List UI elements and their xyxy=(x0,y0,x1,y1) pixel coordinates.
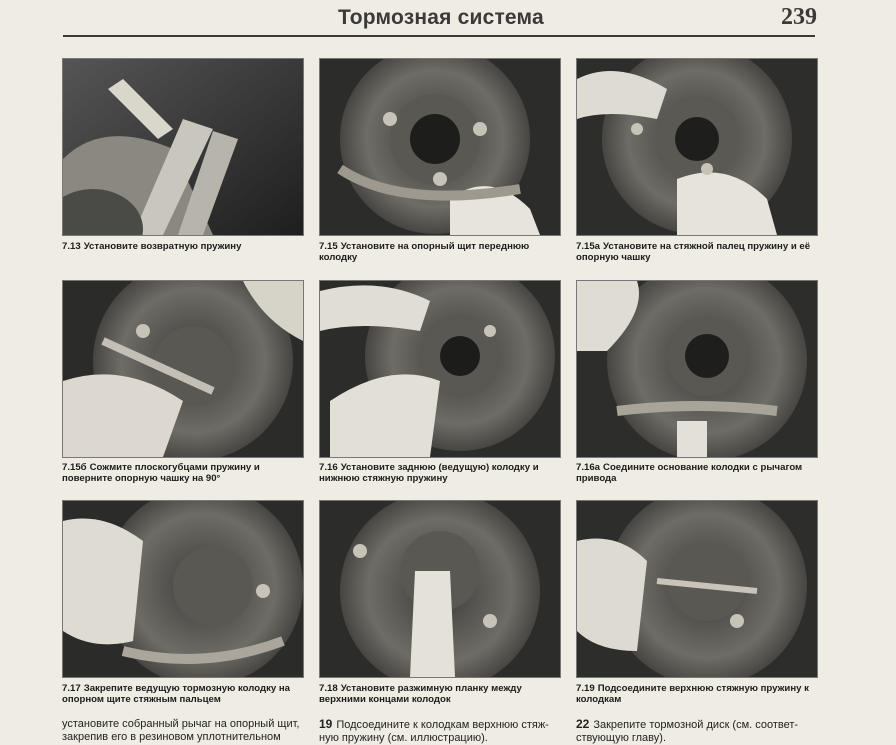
caption-text: Установите возвратную пружину xyxy=(83,241,242,252)
caption-number: 7.16a xyxy=(576,462,601,473)
body-line: ствующую главу). xyxy=(576,732,666,744)
photo-7-15a xyxy=(576,58,818,236)
photo-7-13 xyxy=(62,58,304,236)
body-text-col3 xyxy=(576,718,818,745)
caption-7-15 xyxy=(319,242,561,263)
body-line: закрепив его в резиновом уплотнительном xyxy=(62,731,281,743)
step-number: 19 xyxy=(319,718,333,731)
caption-number: 7.15б xyxy=(62,462,87,473)
caption-text: Установите заднюю (ведущую) колодку и нижнюю стяжную пружину xyxy=(319,462,539,484)
body-text-col1 xyxy=(62,718,304,744)
photo-7-16 xyxy=(319,280,561,458)
caption-number: 7.16 xyxy=(319,462,338,473)
photo-7-15b xyxy=(62,280,304,458)
caption-7-15a xyxy=(576,242,818,263)
caption-text: Подсоедините верхнюю стяжную пружину к колодкам xyxy=(576,683,809,705)
photo-7-15 xyxy=(319,58,561,236)
photo-7-18 xyxy=(319,500,561,678)
caption-text: Закрепите ведущую тормозную колодку на опорном щите стяжным пальцем xyxy=(62,683,291,705)
step-number: 22 xyxy=(576,718,590,731)
caption-number: 7.15 xyxy=(319,241,338,252)
caption-7-16a xyxy=(576,463,818,484)
body-line: 22 Закрепите тормозной диск (см. соответ- xyxy=(576,718,799,731)
caption-text: Сожмите плоскогубцами пружину и поверните опорную чашку на 90° xyxy=(62,462,260,484)
caption-text: Установите на опорный щит переднюю колодку xyxy=(319,241,530,263)
caption-7-15b xyxy=(62,463,304,484)
photo-7-19 xyxy=(576,500,818,678)
caption-number: 7.17 xyxy=(62,683,81,694)
photo-7-16a xyxy=(576,280,818,458)
photo-7-17 xyxy=(62,500,304,678)
caption-7-13 xyxy=(62,242,304,253)
page-title: Тормозная система xyxy=(338,6,544,29)
page-number: 239 xyxy=(781,4,817,30)
caption-text: Установите разжимную планку между верхними концами колодок xyxy=(319,683,522,705)
caption-7-18 xyxy=(319,684,561,705)
caption-number: 7.18 xyxy=(319,683,338,694)
caption-7-16 xyxy=(319,463,561,484)
caption-number: 7.13 xyxy=(62,241,81,252)
caption-number: 7.19 xyxy=(576,683,595,694)
caption-number: 7.15a xyxy=(576,241,601,252)
caption-text: Установите на стяжной палец пружину и её опорную чашку xyxy=(576,241,811,263)
body-text-col2 xyxy=(319,718,561,745)
caption-text: Соедините основание колодки с рычагом привода xyxy=(576,462,803,484)
caption-7-19 xyxy=(576,684,818,705)
header-rule xyxy=(63,35,815,37)
body-line: установите собранный рычаг на опорный щит, xyxy=(62,718,300,730)
body-line: 19 Подсоедините к колодкам верхнюю стяж- xyxy=(319,718,549,731)
body-line: ную пружину (см. иллюстрацию). xyxy=(319,732,488,744)
caption-7-17 xyxy=(62,684,304,705)
